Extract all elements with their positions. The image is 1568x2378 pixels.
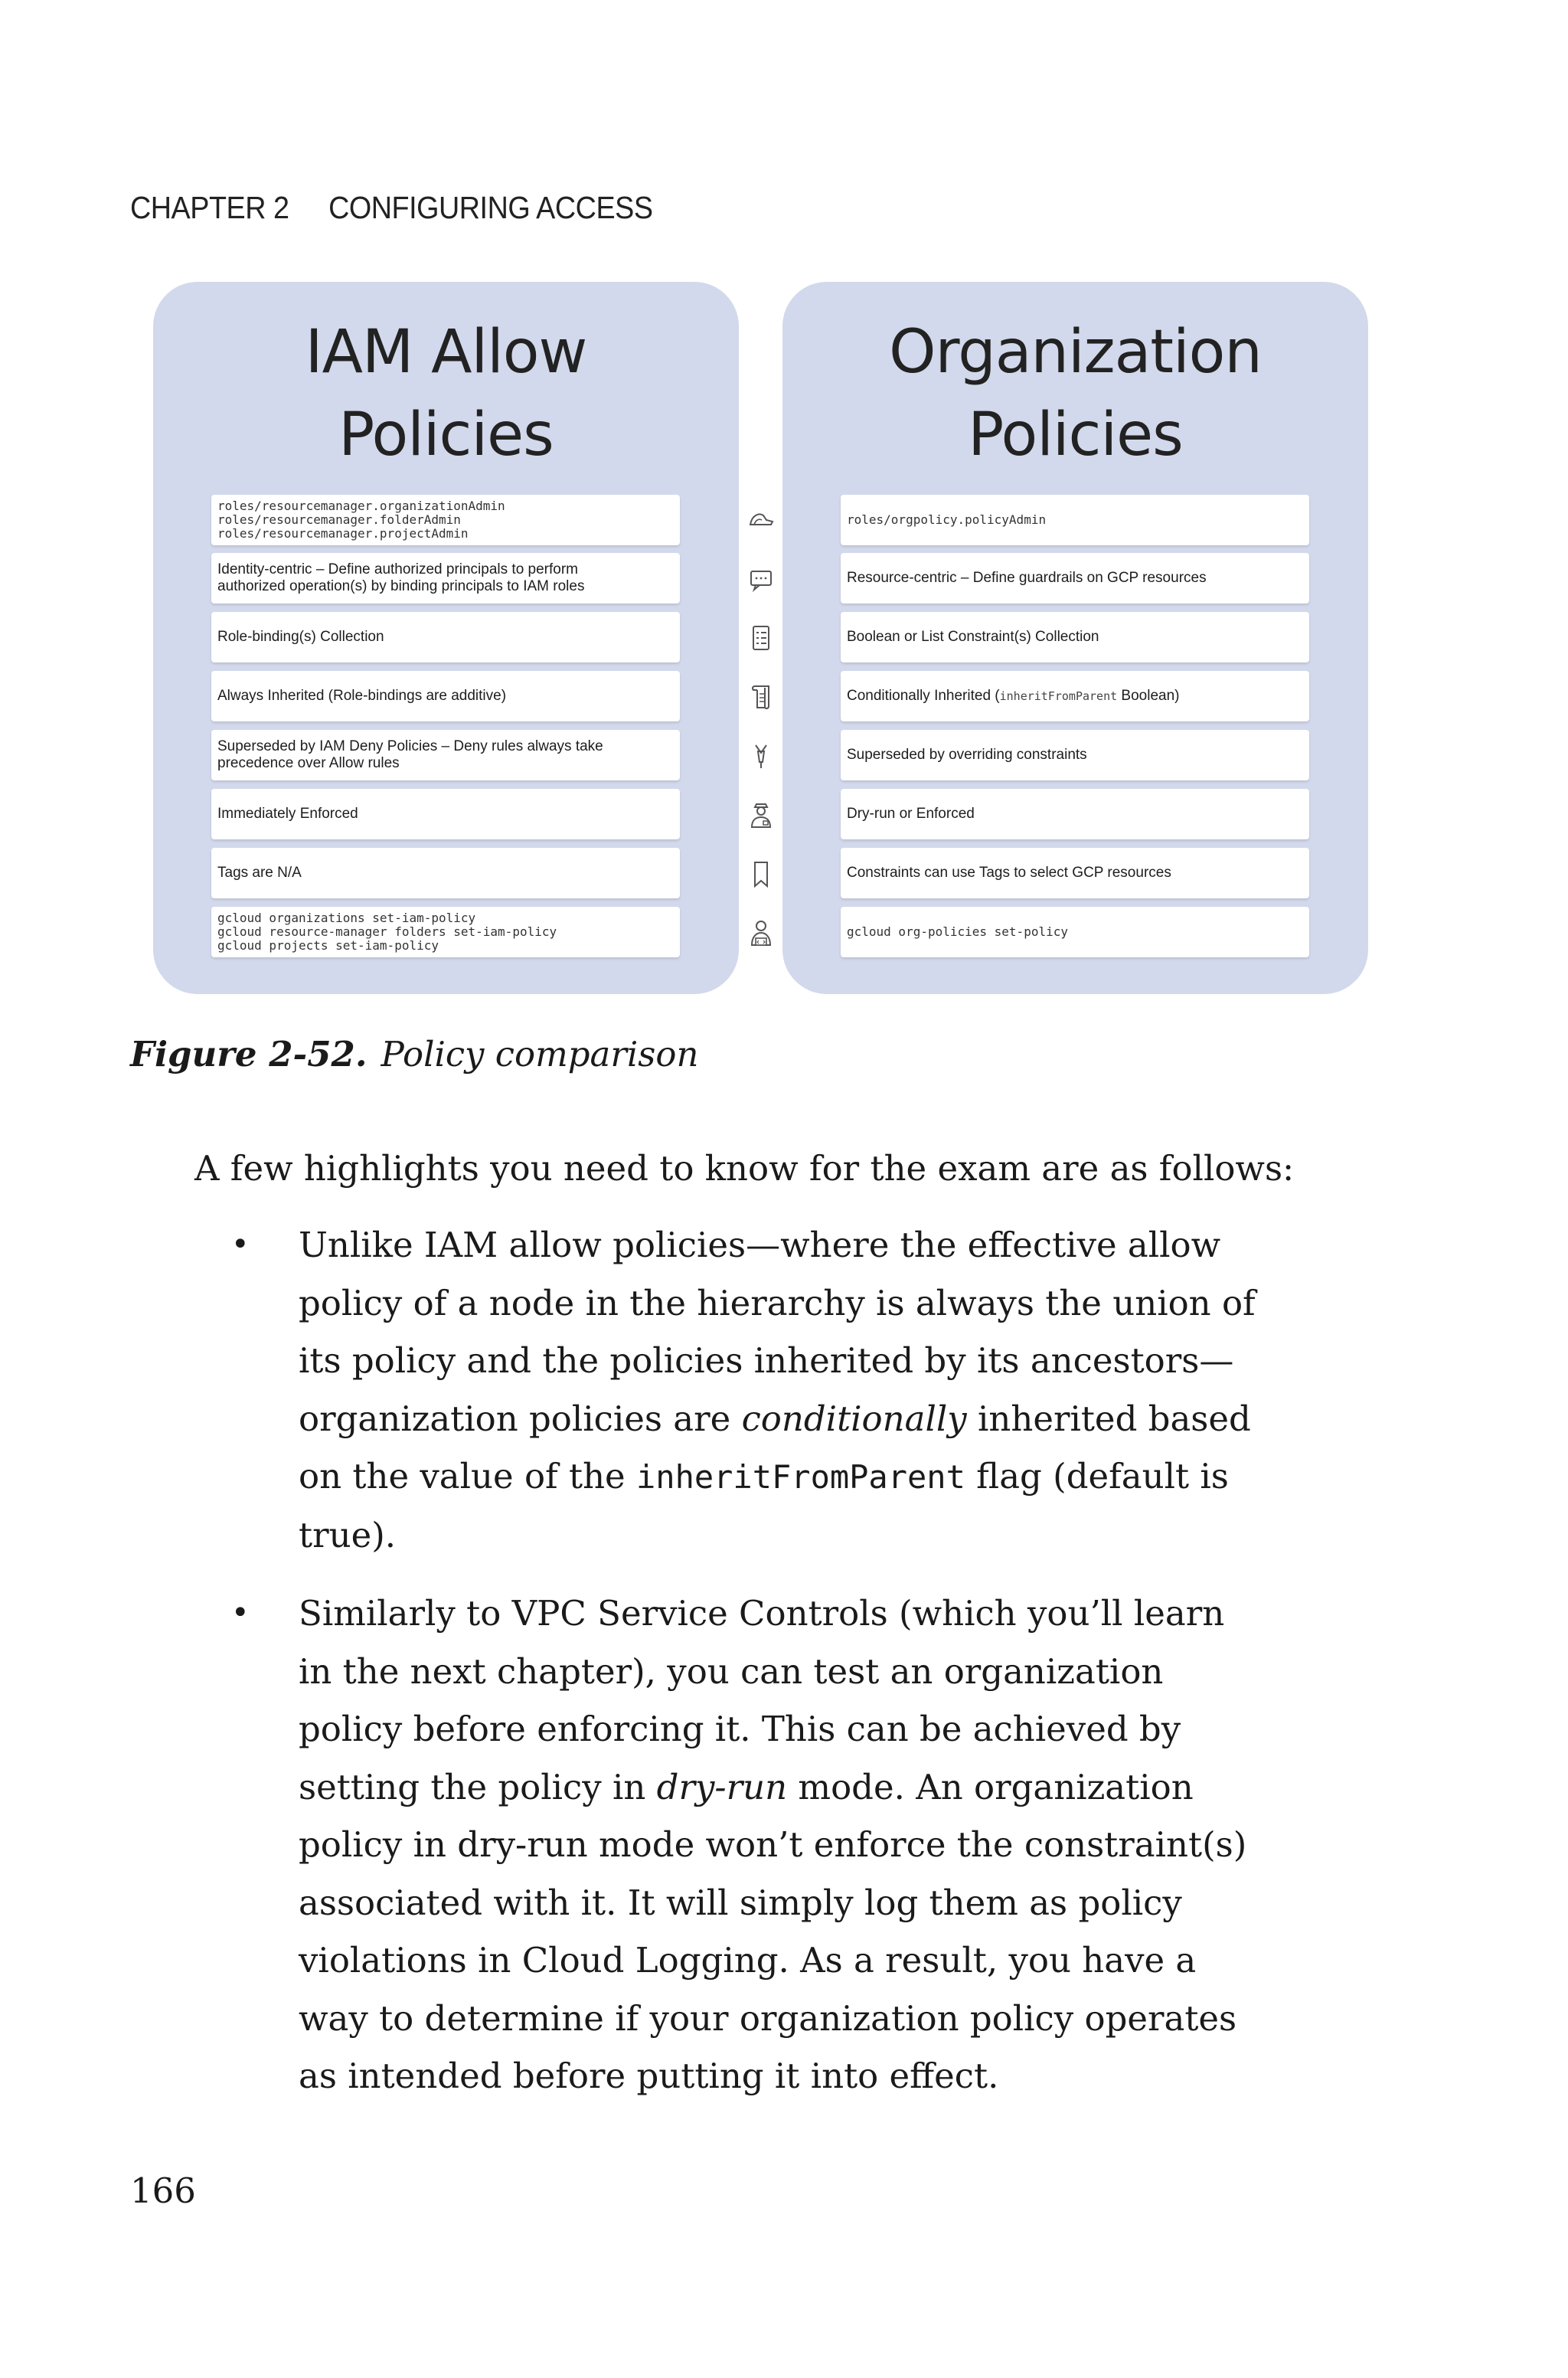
org-row-enforcement: Dry-run or Enforced [841,789,1309,839]
cap-icon [748,505,774,535]
page-number: 166 [130,2170,196,2211]
bullet2-text-2: mode. An organization policy in dry-run mode won’t enforce the constraint(s) associated with it. It will simply log them as policy violations in Cloud Logging. As a result, you have a way to determine if your organization policy operates as intended before putting it into effect. [299,1766,1247,2096]
bullet1-code: inheritFromParent [636,1458,965,1496]
org-row-tags: Constraints can use Tags to select GCP resources [841,848,1309,898]
running-header [130,190,653,226]
bullet1-text-3: flag (default is true). [299,1456,1229,1555]
figure-label: Figure 2-52. [130,1034,368,1075]
bookmark-icon [748,859,774,889]
iam-row-centric: Identity-centric – Define authorized principals to perform authorized operation(s) by binding principals to IAM roles [211,553,680,603]
iam-row-roles: roles/resourcemanager.organizationAdmin roles/resourcemanager.folderAdmin roles/resourcemanager.projectAdmin [211,495,680,545]
bullet1-emphasis: conditionally [741,1398,967,1439]
org-row-centric: Resource-centric – Define guardrails on GCP resources [841,553,1309,603]
org-row-inheritance-text: Conditionally Inherited ( [847,688,1000,704]
scroll-icon [748,682,774,712]
iam-row-commands: gcloud organizations set-iam-policy gcloud resource-manager folders set-iam-policy gcloud projects set-iam-policy [211,907,680,957]
checklist-icon [748,623,774,653]
chat-icon [748,564,774,594]
iam-row-enforcement: Immediately Enforced [211,789,680,839]
org-row-collection: Boolean or List Constraint(s) Collection [841,612,1309,662]
org-row-roles: roles/orgpolicy.policyAdmin [841,495,1309,545]
pen-icon [748,741,774,771]
iam-row-collection: Role-binding(s) Collection [211,612,680,662]
chapter-title: CONFIGURING ACCESS [328,190,653,225]
org-row-commands: gcloud org-policies set-policy [841,907,1309,957]
bullet-item-dry-run [299,1585,1263,2105]
intro-paragraph: A few highlights you need to know for the exam are as follows: [194,1148,1295,1189]
org-row-inheritance-tail: Boolean) [1117,688,1180,704]
figure-caption [130,1034,698,1075]
iam-row-tags: Tags are N/A [211,848,680,898]
bullet2-text-1: Similarly to VPC Service Controls (which you’ll learn in the next chapter), you can test an organization policy before enforcing it. This can be achieved by setting the policy in [299,1593,1225,1807]
bullet2-emphasis: dry-run [656,1766,788,1807]
iam-row-inheritance: Always Inherited (Role-bindings are additive) [211,671,680,721]
figure-caption-text: Policy comparison [381,1034,699,1075]
developer-icon [748,918,774,948]
panel-title-iam: IAM Allow Policies [305,318,587,469]
org-row-superseded: Superseded by overriding constraints [841,730,1309,780]
panel-title-org: Organization Policies [889,318,1262,469]
chapter-label: CHAPTER 2 [130,190,289,225]
bullet1-text-1: Unlike IAM allow policies—where the effective allow policy of a node in the hierarchy is always the union of its policy and the policies inherited by its ancestors—organization policies are [299,1225,1256,1439]
org-row-inheritance-code: inheritFromParent [999,689,1118,703]
iam-row-superseded: Superseded by IAM Deny Policies – Deny rules always take precedence over Allow rules [211,730,680,780]
iam-allow-policies-panel [153,282,739,994]
policy-comparison-figure [153,282,1367,994]
organization-policies-panel [782,282,1368,994]
org-row-inheritance [841,671,1309,721]
bullet1-text-2: inherited based on the value of the [299,1398,1251,1496]
bullet-item-inheritance [299,1216,1263,1564]
person-icon [748,800,774,830]
